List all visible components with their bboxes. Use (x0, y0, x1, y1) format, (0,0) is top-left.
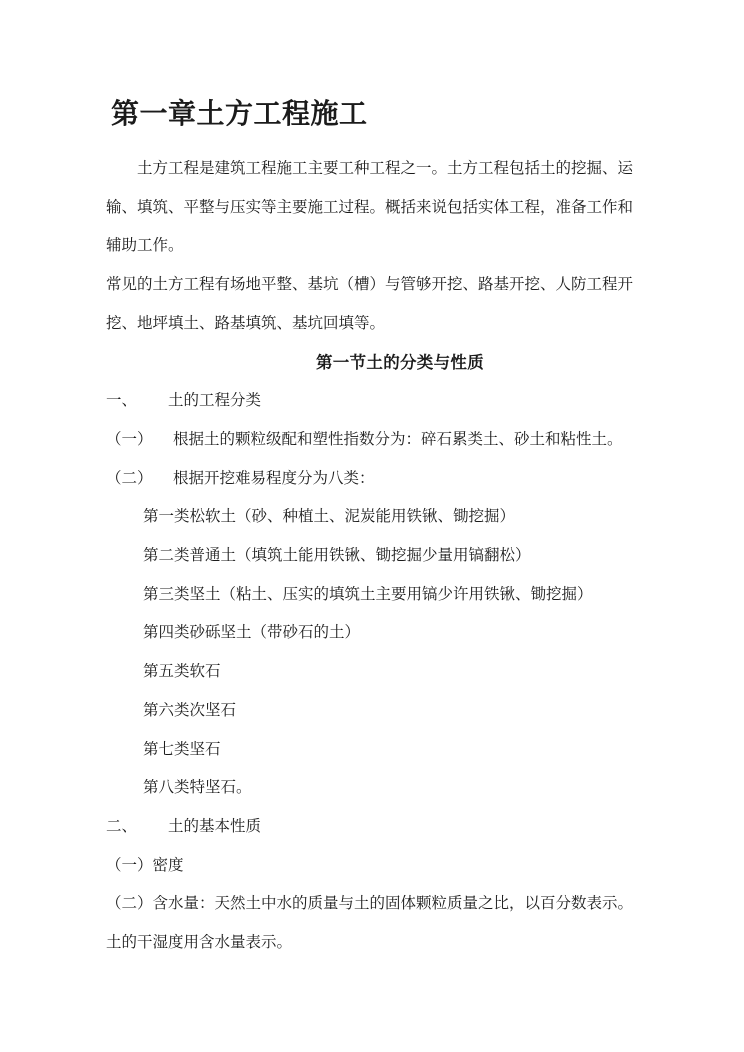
numbered-heading (106, 382, 636, 421)
numbered-subitem: （二）含水量：天然土中水的质量与土的固体颗粒质量之比，以百分数表示。 (106, 895, 634, 913)
list-item: 第六类次坚石 (143, 701, 237, 719)
paragraph-line: 土的干湿度用含水量表示。 (106, 934, 293, 952)
list-item: 第一类松软土（砂、种植土、泥炭能用铁锹、锄挖掘） (143, 508, 516, 526)
list-item: 第七类坚石 (143, 740, 221, 758)
list-item: 第四类砂砾坚土（带砂石的土） (143, 624, 361, 642)
paragraph-line: 挖、地坪填土、路基填筑、基坑回填等。 (106, 314, 386, 332)
list-number-marker: 二、 (106, 817, 138, 835)
list-item: 第八类特坚石。 (143, 779, 252, 797)
chapter-title: 第一章土方工程施工 (111, 99, 368, 130)
paragraph-line: 输、填筑、平整与压实等主要施工过程。概括来说包括实体工程，准备工作和 (106, 198, 634, 216)
list-number-marker: 一、 (106, 392, 138, 410)
list-paren-marker: （二） (106, 469, 153, 487)
paragraph-line: 辅助工作。 (106, 237, 184, 255)
numbered-subitem-text: 根据开挖难易程度分为八类： (173, 469, 375, 487)
numbered-subitem-text: 根据土的颗粒级配和塑性指数分为：碎石累类土、砂土和粘性土。 (173, 430, 623, 448)
section-heading: 第一节土的分类与性质 (316, 352, 484, 372)
numbered-heading-text: 土的工程分类 (168, 392, 262, 410)
paragraph-line: 土方工程是建筑工程施工主要工种工程之一。土方工程包括土的挖掘、运 (137, 160, 634, 177)
numbered-subitem (106, 421, 636, 460)
list-item: 第三类坚土（粘土、压实的填筑土主要用镐少许用铁锹、锄挖掘） (143, 585, 593, 603)
numbered-subitem (106, 460, 636, 499)
paragraph-line: 常见的土方工程有场地平整、基坑（槽）与管够开挖、路基开挖、人防工程开 (106, 276, 634, 294)
numbered-heading (106, 808, 636, 847)
numbered-heading-text: 土的基本性质 (168, 817, 262, 835)
list-item: 第二类普通土（填筑土能用铁锹、锄挖掘少量用镐翻松） (143, 547, 531, 565)
list-item: 第五类软石 (143, 663, 221, 681)
list-paren-marker: （一） (106, 430, 153, 448)
numbered-subitem: （一）密度 (106, 856, 184, 874)
